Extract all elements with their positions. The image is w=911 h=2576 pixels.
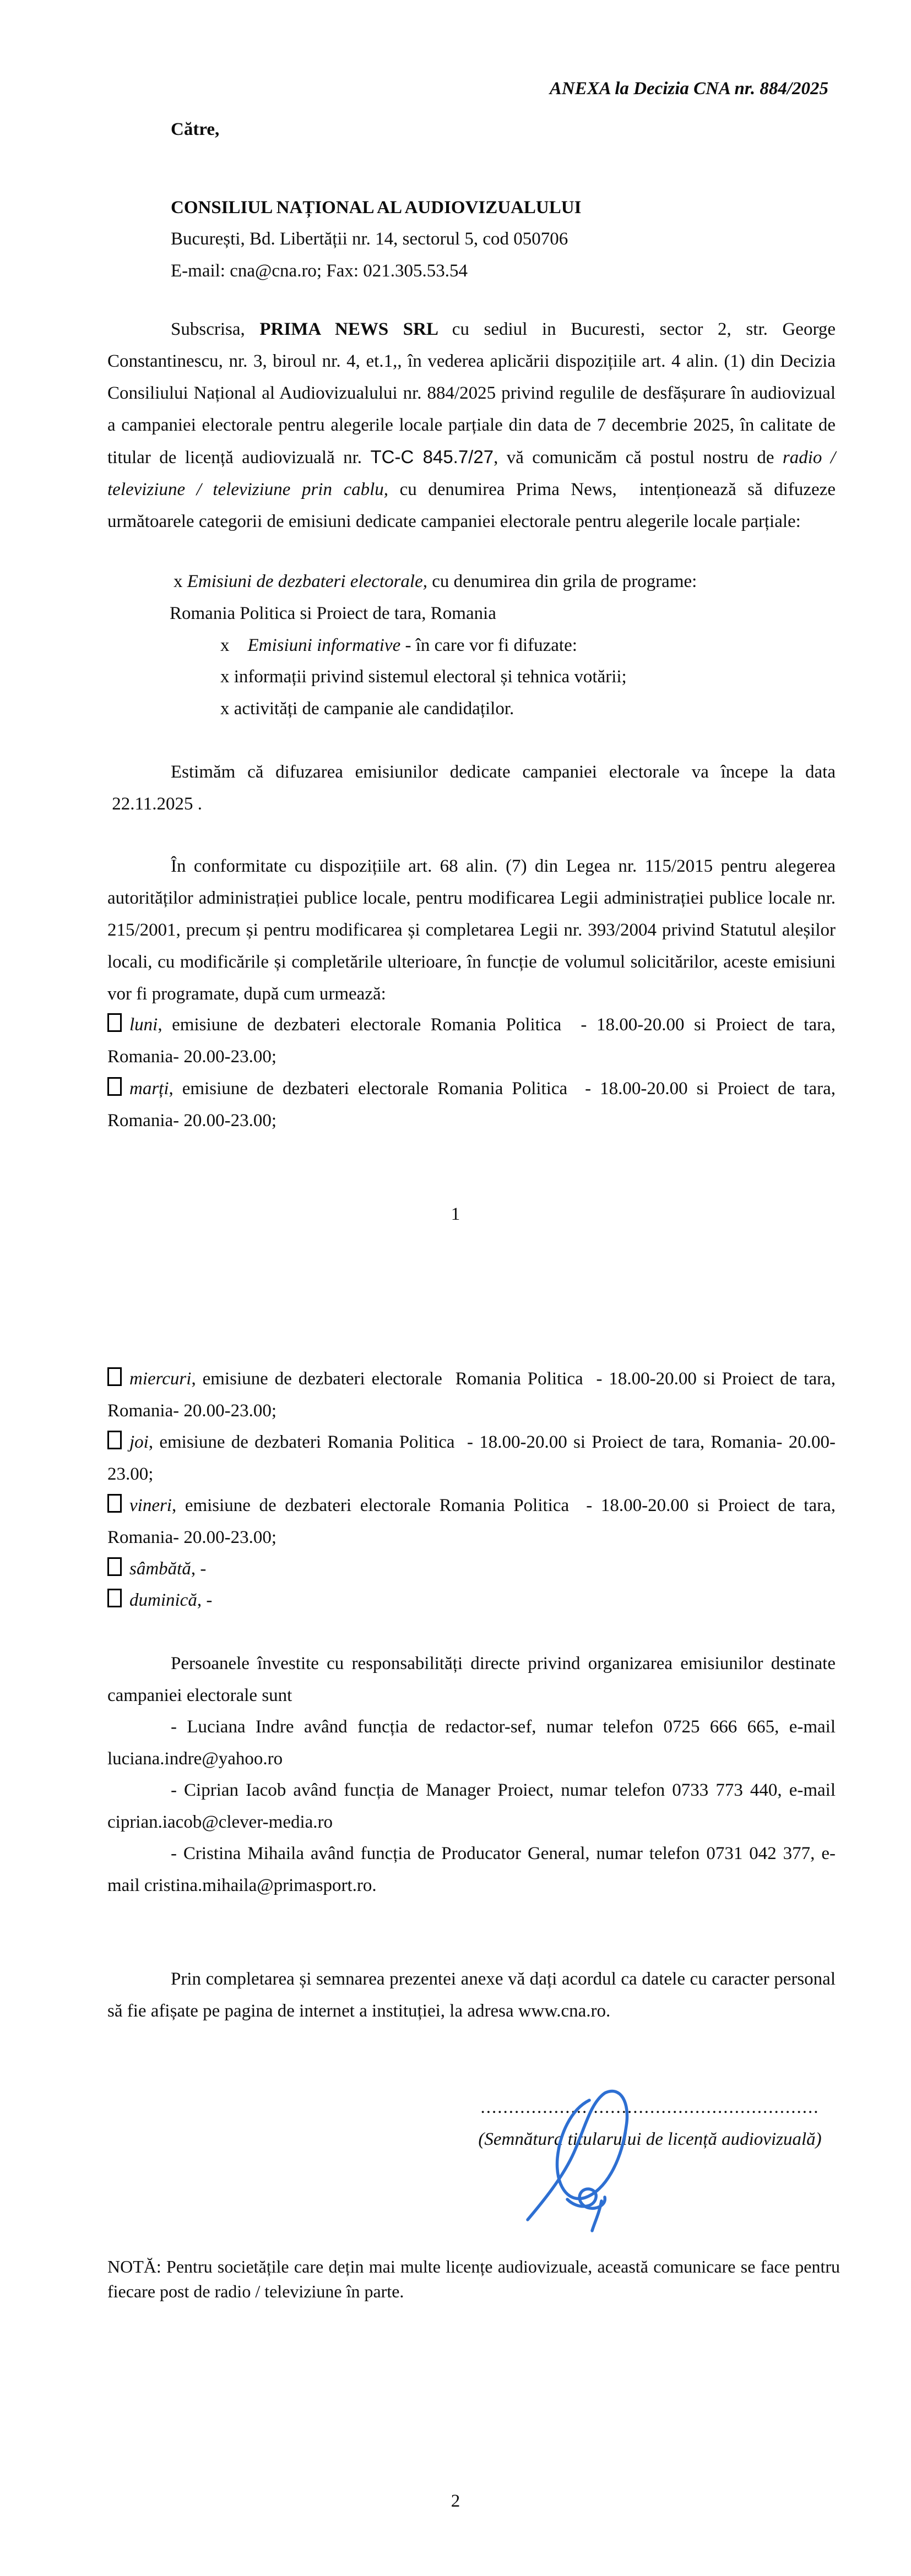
checkbox-icon xyxy=(107,1431,122,1449)
annex-header: ANEXA la Decizia CNA nr. 884/2025 xyxy=(549,79,828,99)
schedule-text: , emisiune de dezbateri Romania Politica - 18.00-20.00 si Proiect de tara, Romania- 20.00-23.00; xyxy=(107,1432,836,1484)
day-label: luni xyxy=(129,1015,158,1035)
intro-run: cu sediul in Bucuresti, sector 2, str. George Constantinescu, nr. 3, biroul nr. 4, et.1,, în vederea aplicării dispozițiile art. 4 alin. (1) din Decizia Consiliului Național al Audiovizualului nr. 884/2025 privind regulile de desfășurare în audiovizual a campaniei electorale pentru alegerile locale parțiale din data de 7 decembrie 2025, în calitate de titular de licență audiovizuală nr. xyxy=(107,319,836,468)
list-item-text: cu denumirea din grila de programe: xyxy=(427,572,697,591)
intro-run: , vă comunicăm că postul nostru de xyxy=(494,448,783,468)
checkbox-icon xyxy=(107,1557,122,1576)
list-item-title: Emisiuni informative xyxy=(247,635,401,655)
checkbox-icon xyxy=(107,1494,122,1513)
schedule-text: , emisiune de dezbateri electorale Romania Politica - 18.00-20.00 si Proiect de tara, Romania- 20.00-23.00; xyxy=(107,1079,836,1131)
schedule-wednesday xyxy=(107,1363,836,1427)
note-paragraph: NOTĂ: Pentru societățile care dețin mai multe licențe audiovizuale, această comunicare se face pentru fiecare post de radio / televiziune în parte. xyxy=(107,2257,840,2301)
schedule-sunday xyxy=(107,1584,836,1616)
list-item-debates xyxy=(173,566,697,597)
checkbox-icon xyxy=(107,1077,122,1096)
contact-person: - Ciprian Iacob având funcția de Manager Proiect, numar telefon 0733 773 440, e-mail ciprian.iacob@clever-media.ro xyxy=(107,1780,836,1832)
schedule-friday xyxy=(107,1490,836,1553)
recipient-address: București, Bd. Libertății nr. 14, sectorul 5, cod 050706 xyxy=(171,229,568,249)
checkbox-icon xyxy=(107,1013,122,1032)
recipient-name: CONSILIUL NAȚIONAL AL AUDIOVIZUALULUI xyxy=(171,198,582,218)
consent-paragraph: Prin completarea și semnarea prezentei anexe vă dați acordul ca datele cu caracter personal să fie afișate pe pagina de internet a instituției, la adresa www.cna.ro. xyxy=(107,1969,836,2021)
day-label: joi xyxy=(129,1432,149,1452)
day-label: duminică xyxy=(129,1590,197,1610)
page-number: 1 xyxy=(451,1204,460,1224)
list-marker: x xyxy=(173,572,187,591)
checkbox-icon xyxy=(107,1589,122,1607)
schedule-thursday xyxy=(107,1426,836,1490)
contact-person: - Luciana Indre având funcția de redactor-sef, numar telefon 0725 666 665, e-mail luciana.indre@yahoo.ro xyxy=(107,1717,836,1769)
day-label: marți xyxy=(129,1079,169,1099)
schedule-text: , emisiune de dezbateri electorale Romania Politica - 18.00-20.00 si Proiect de tara, Romania- 20.00-23.00; xyxy=(107,1015,836,1067)
list-item-info: x informații privind sistemul electoral și tehnica votării; xyxy=(220,667,627,687)
signature-line: ............................................................ xyxy=(480,2097,820,2117)
media-type-italic: radio / televiziune / televiziune prin cablu, xyxy=(107,448,836,499)
company-name: PRIMA NEWS SRL xyxy=(259,319,452,339)
page-number: 2 xyxy=(451,2491,460,2511)
intro-run: Subscrisa, xyxy=(171,319,260,339)
day-label: miercuri xyxy=(129,1369,192,1389)
list-item-shows: Romania Politica si Proiect de tara, Romania xyxy=(170,604,496,623)
legal-paragraph: În conformitate cu dispozițiile art. 68 alin. (7) din Legea nr. 115/2015 pentru alegerea autorităților administrației publice locale, pentru modificarea Legii administrației publice locale nr. 215/2001, precum și pentru modificarea și completarea Legii nr. 393/2004 privind Statutul aleșilor locali, cu modificările și completările ulterioare, în funcție de volumul solicitărilor, aceste emisiuni vor fi programate, după cum urmează: xyxy=(107,856,836,1004)
intro-paragraph xyxy=(107,313,836,537)
checkbox-icon xyxy=(107,1367,122,1386)
schedule-text: , - xyxy=(191,1559,207,1579)
responsible-persons-intro: Persoanele învestite cu responsabilități directe privind organizarea emisiunilor destinate campaniei electorale sunt xyxy=(107,1654,836,1705)
signature-caption: (Semnătura titularului de licență audiovizuală) xyxy=(478,2129,822,2149)
schedule-saturday xyxy=(107,1553,836,1585)
schedule-tuesday xyxy=(107,1073,836,1137)
signature-block xyxy=(468,2091,832,2155)
page-2 xyxy=(0,1288,911,2576)
list-item-informative xyxy=(220,629,577,661)
contact-person: - Cristina Mihaila având funcția de Producator General, numar telefon 0731 042 377, e-mail cristina.mihaila@primasport.ro. xyxy=(107,1844,836,1895)
schedule-monday xyxy=(107,1009,836,1073)
list-item-text: - în care vor fi difuzate: xyxy=(400,635,577,655)
recipient-contact: E-mail: cna@cna.ro; Fax: 021.305.53.54 xyxy=(171,261,468,281)
day-label: sâmbătă xyxy=(129,1559,191,1579)
schedule-text: , emisiune de dezbateri electorale Romania Politica - 18.00-20.00 si Proiect de tara, Romania- 20.00-23.00; xyxy=(107,1369,836,1421)
list-item-activities: x activități de campanie ale candidaților. xyxy=(220,699,514,719)
schedule-text: , - xyxy=(197,1590,213,1610)
license-number: TC-C 845.7/27 xyxy=(370,447,494,467)
schedule-text: , emisiune de dezbateri electorale Romania Politica - 18.00-20.00 si Proiect de tara, Romania- 20.00-23.00; xyxy=(107,1496,836,1547)
day-label: vineri xyxy=(129,1496,172,1515)
list-marker: x xyxy=(220,635,248,655)
estimate-paragraph: Estimăm că difuzarea emisiunilor dedicate campaniei electorale va începe la data 22.11.2025 . xyxy=(107,762,836,814)
intro-run: cu denumirea Prima News, intenționează să difuzeze următoarele categorii de emisiuni dedicate campaniei electorale pentru alegerile locale parțiale: xyxy=(107,480,836,531)
salutation: Către, xyxy=(171,119,220,139)
list-item-title: Emisiuni de dezbateri electorale, xyxy=(187,572,427,591)
